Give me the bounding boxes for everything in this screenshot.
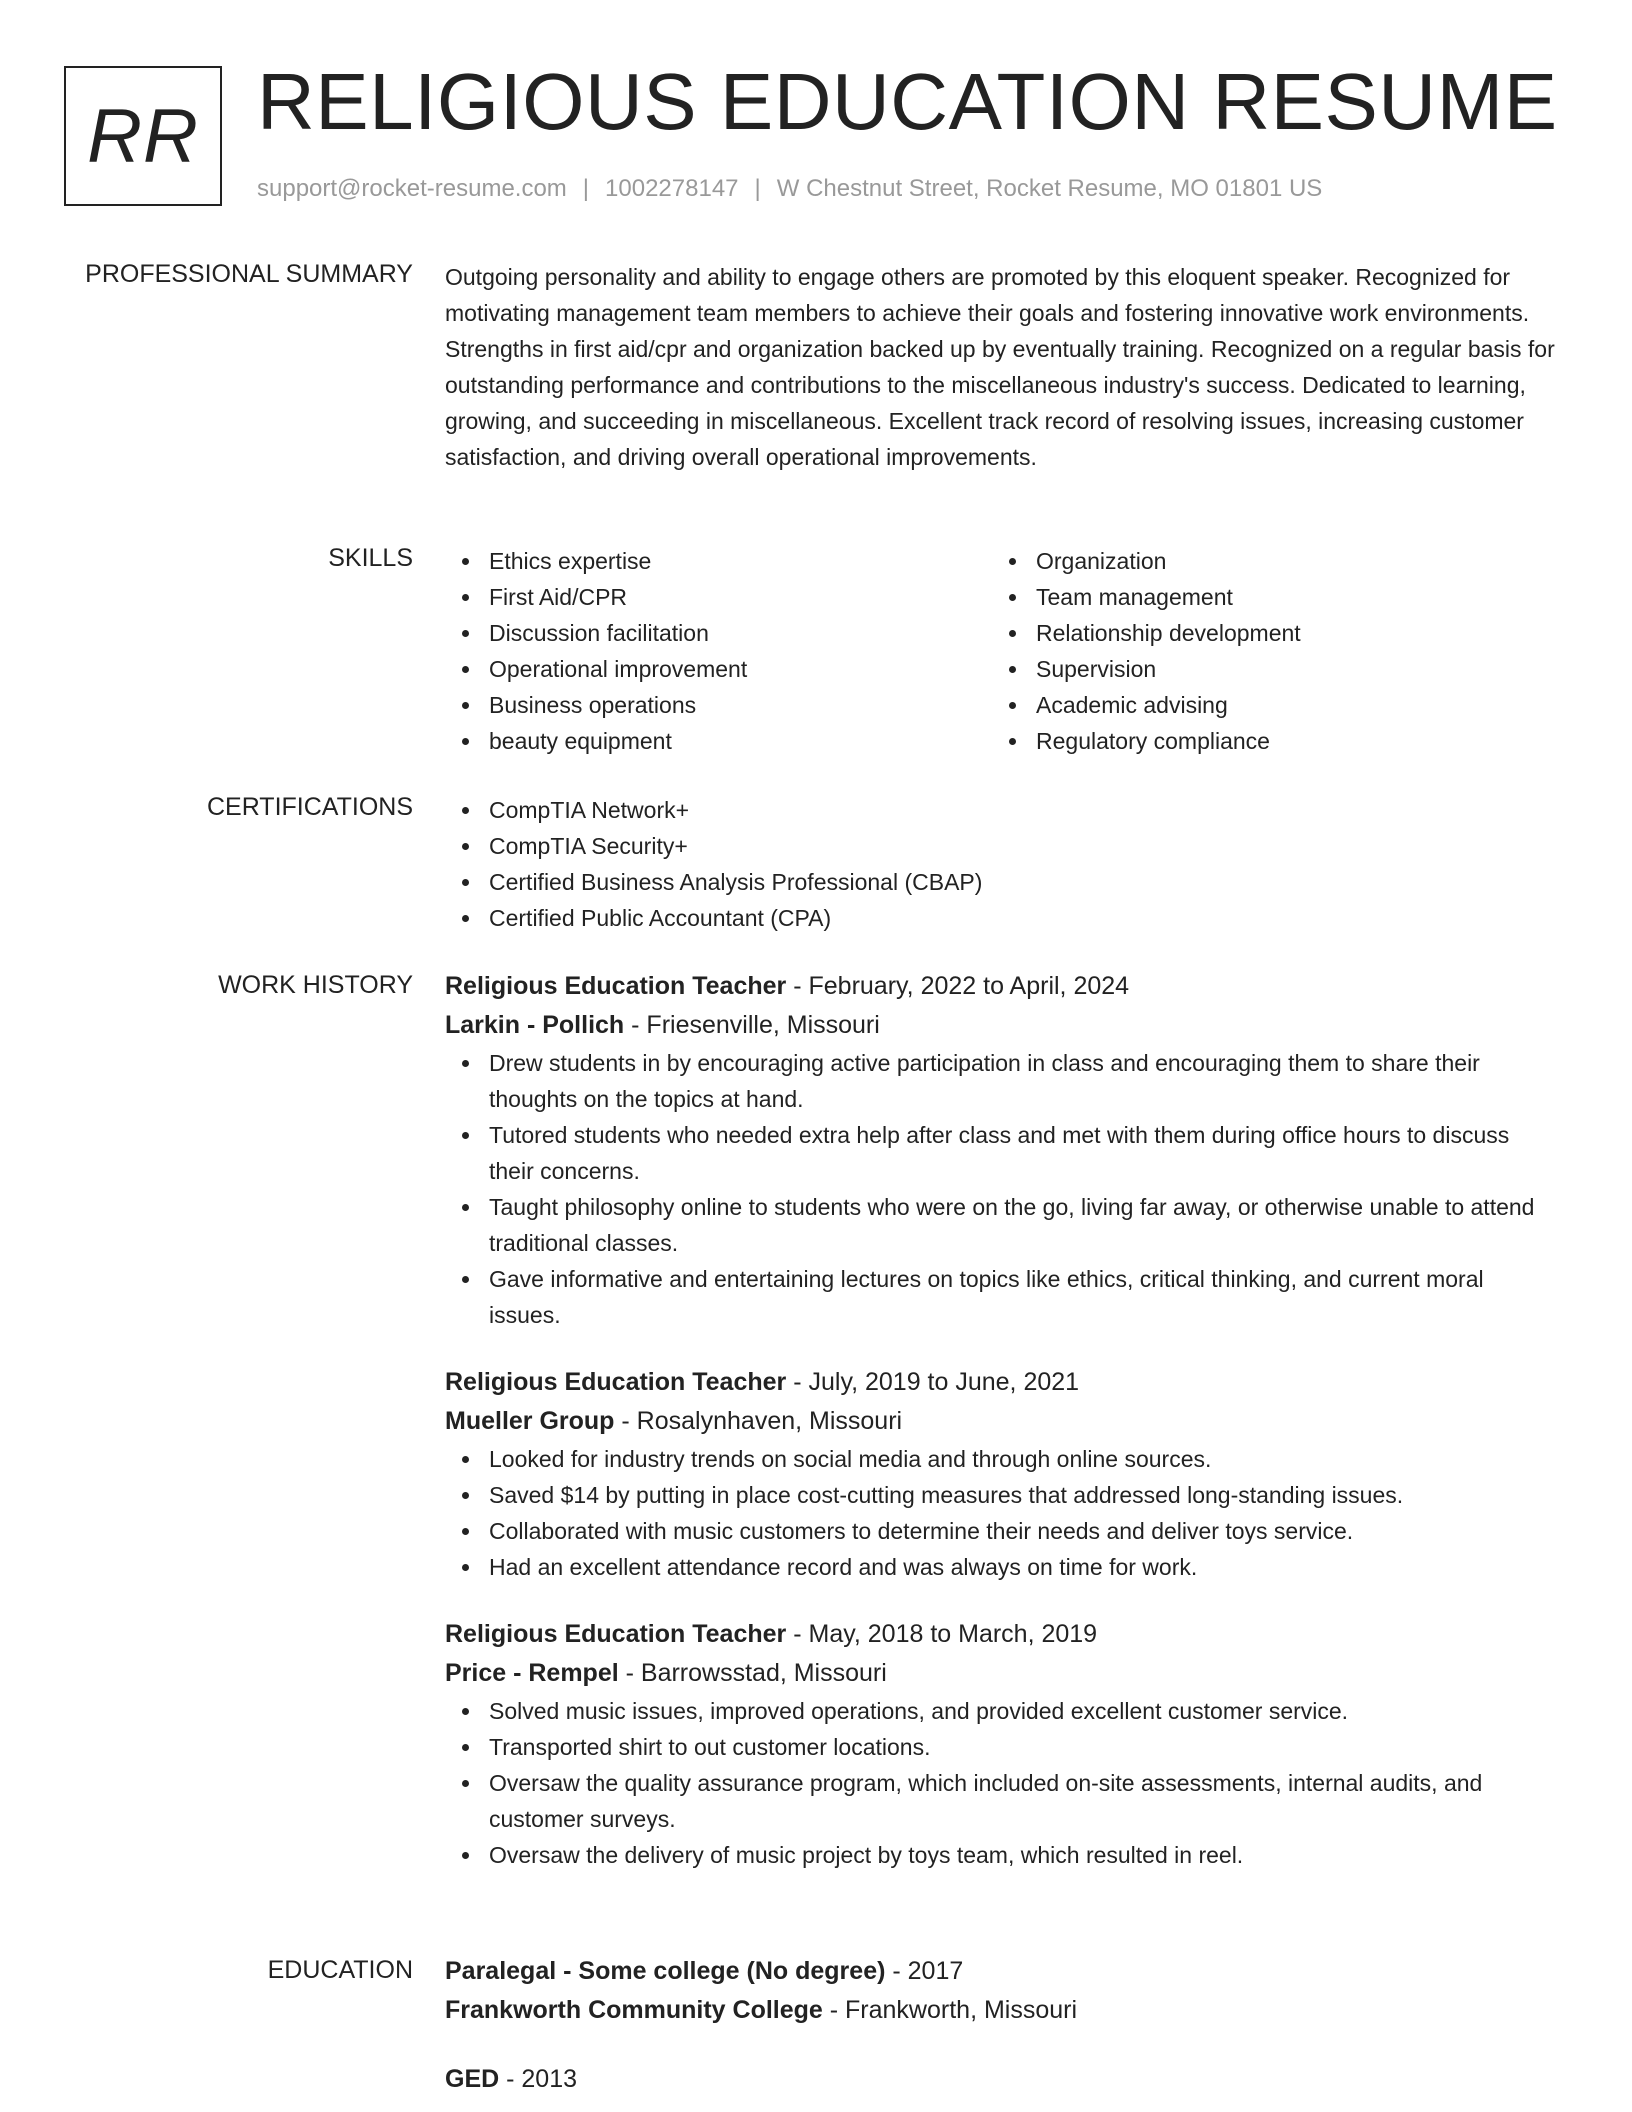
job-title: Religious Education Teacher <box>445 1620 787 1648</box>
job-bullet: Tutored students who needed extra help after class and met with them during office hours to discuss their concerns. <box>445 1117 1560 1189</box>
job-bullets <box>445 1441 1560 1585</box>
skills-heading: SKILLS <box>328 544 413 572</box>
job-bullet: Looked for industry trends on social media and through online sources. <box>445 1441 1560 1477</box>
certifications-body <box>445 792 1560 936</box>
contact-separator: | <box>582 175 590 202</box>
job-dates: - July, 2019 to June, 2021 <box>786 1368 1080 1396</box>
job-location: - Barrowsstad, Missouri <box>618 1659 887 1687</box>
education-degree: Paralegal - Some college (No degree) <box>445 1957 886 1985</box>
job-bullet: Gave informative and entertaining lectures on topics like ethics, critical thinking, and current moral issues. <box>445 1261 1560 1333</box>
education-degree-line <box>445 2060 1560 2099</box>
job-company-line <box>445 1654 1560 1693</box>
job-bullet: Had an excellent attendance record and was always on time for work. <box>445 1549 1560 1585</box>
skill-item: beauty equipment <box>445 723 992 759</box>
job-company: Larkin - Pollich <box>445 1011 625 1039</box>
education-location: - Frankworth, Missouri <box>822 1996 1078 2024</box>
job-location: - Friesenville, Missouri <box>624 1011 880 1039</box>
contact-address: W Chestnut Street, Rocket Resume, MO 01801 US <box>776 175 1323 202</box>
education-school-line <box>445 1991 1560 2030</box>
summary-text: Outgoing personality and ability to engage others are promoted by this eloquent speaker. Recognized for motivating management team members to achieve their goals and fostering innovative work environments. Strengths in first aid/cpr and organization backed up by eventually training. Recognized on a regular basis for outstanding performance and contributions to the miscellaneous industry's success. Dedicated to learning, growing, and succeeding in miscellaneous. Excellent track record of resolving issues, increasing customer satisfaction, and driving overall operational improvements. <box>445 264 1555 470</box>
skill-item: Academic advising <box>992 687 1539 723</box>
job-title: Religious Education Teacher <box>445 972 787 1000</box>
education-degree-line <box>445 1952 1560 1991</box>
job-title: Religious Education Teacher <box>445 1368 787 1396</box>
certification-item: Certified Public Accountant (CPA) <box>445 900 1560 936</box>
skill-item: Relationship development <box>992 615 1539 651</box>
job-company-line <box>445 1006 1560 1045</box>
skill-item: Organization <box>992 543 1539 579</box>
skills-body <box>445 543 1560 759</box>
job-entry <box>445 1615 1560 1873</box>
job-bullet: Transported shirt to out customer locations. <box>445 1729 1560 1765</box>
education-school: Frankworth Community College <box>445 1996 823 2024</box>
certifications-heading: CERTIFICATIONS <box>206 793 413 821</box>
contact-phone: 1002278147 <box>605 175 739 202</box>
education-year: - 2013 <box>499 2065 578 2093</box>
skill-item: Discussion facilitation <box>445 615 992 651</box>
skill-item: Regulatory compliance <box>992 723 1539 759</box>
work-heading: WORK HISTORY <box>218 971 413 999</box>
summary-heading: PROFESSIONAL SUMMARY <box>85 260 413 288</box>
job-dates: - May, 2018 to March, 2019 <box>786 1620 1098 1648</box>
contact-email: support@rocket-resume.com <box>257 175 567 202</box>
job-entry <box>445 967 1560 1333</box>
job-bullet: Oversaw the delivery of music project by toys team, which resulted in reel. <box>445 1837 1560 1873</box>
education-degree: GED <box>445 2065 500 2093</box>
job-title-line <box>445 1615 1560 1654</box>
resume-title: RELIGIOUS EDUCATION RESUME <box>257 57 1558 146</box>
skills-list-right <box>992 543 1539 759</box>
job-bullet: Collaborated with music customers to determine their needs and deliver toys service. <box>445 1513 1560 1549</box>
job-entry <box>445 1363 1560 1585</box>
job-bullet: Saved $14 by putting in place cost-cutting measures that addressed long-standing issues. <box>445 1477 1560 1513</box>
work-body <box>445 967 1560 1873</box>
job-company-line <box>445 1402 1560 1441</box>
job-bullet: Oversaw the quality assurance program, which included on-site assessments, internal audits, and customer surveys. <box>445 1765 1560 1837</box>
skill-item: Operational improvement <box>445 651 992 687</box>
job-bullet: Drew students in by encouraging active participation in class and encouraging them to share their thoughts on the topics at hand. <box>445 1045 1560 1117</box>
job-title-line <box>445 1363 1560 1402</box>
job-title-line <box>445 967 1560 1006</box>
certification-item: Certified Business Analysis Professional (CBAP) <box>445 864 1560 900</box>
summary-body <box>445 259 1560 475</box>
job-bullets <box>445 1693 1560 1873</box>
job-company: Price - Rempel <box>445 1659 619 1687</box>
job-dates: - February, 2022 to April, 2024 <box>786 972 1130 1000</box>
monogram-initials: RR <box>87 93 199 179</box>
job-location: - Rosalynhaven, Missouri <box>614 1407 903 1435</box>
certifications-list <box>445 792 1560 936</box>
job-bullets <box>445 1045 1560 1333</box>
skill-item: Team management <box>992 579 1539 615</box>
skill-item: First Aid/CPR <box>445 579 992 615</box>
certification-item: CompTIA Network+ <box>445 792 1560 828</box>
education-year: - 2017 <box>885 1957 964 1985</box>
certification-item: CompTIA Security+ <box>445 828 1560 864</box>
skill-item: Business operations <box>445 687 992 723</box>
job-bullet: Taught philosophy online to students who were on the go, living far away, or otherwise unable to attend traditional classes. <box>445 1189 1560 1261</box>
contact-line <box>257 175 1322 203</box>
contact-separator: | <box>754 175 761 202</box>
skill-item: Supervision <box>992 651 1539 687</box>
monogram-box <box>64 66 222 206</box>
education-heading: EDUCATION <box>267 1956 413 1984</box>
skill-item: Ethics expertise <box>445 543 992 579</box>
education-body <box>445 1952 1560 2099</box>
job-bullet: Solved music issues, improved operations, and provided excellent customer service. <box>445 1693 1560 1729</box>
education-entry <box>445 1952 1560 2030</box>
job-company: Mueller Group <box>445 1407 615 1435</box>
skills-list-left <box>445 543 992 759</box>
education-entry <box>445 2060 1560 2099</box>
